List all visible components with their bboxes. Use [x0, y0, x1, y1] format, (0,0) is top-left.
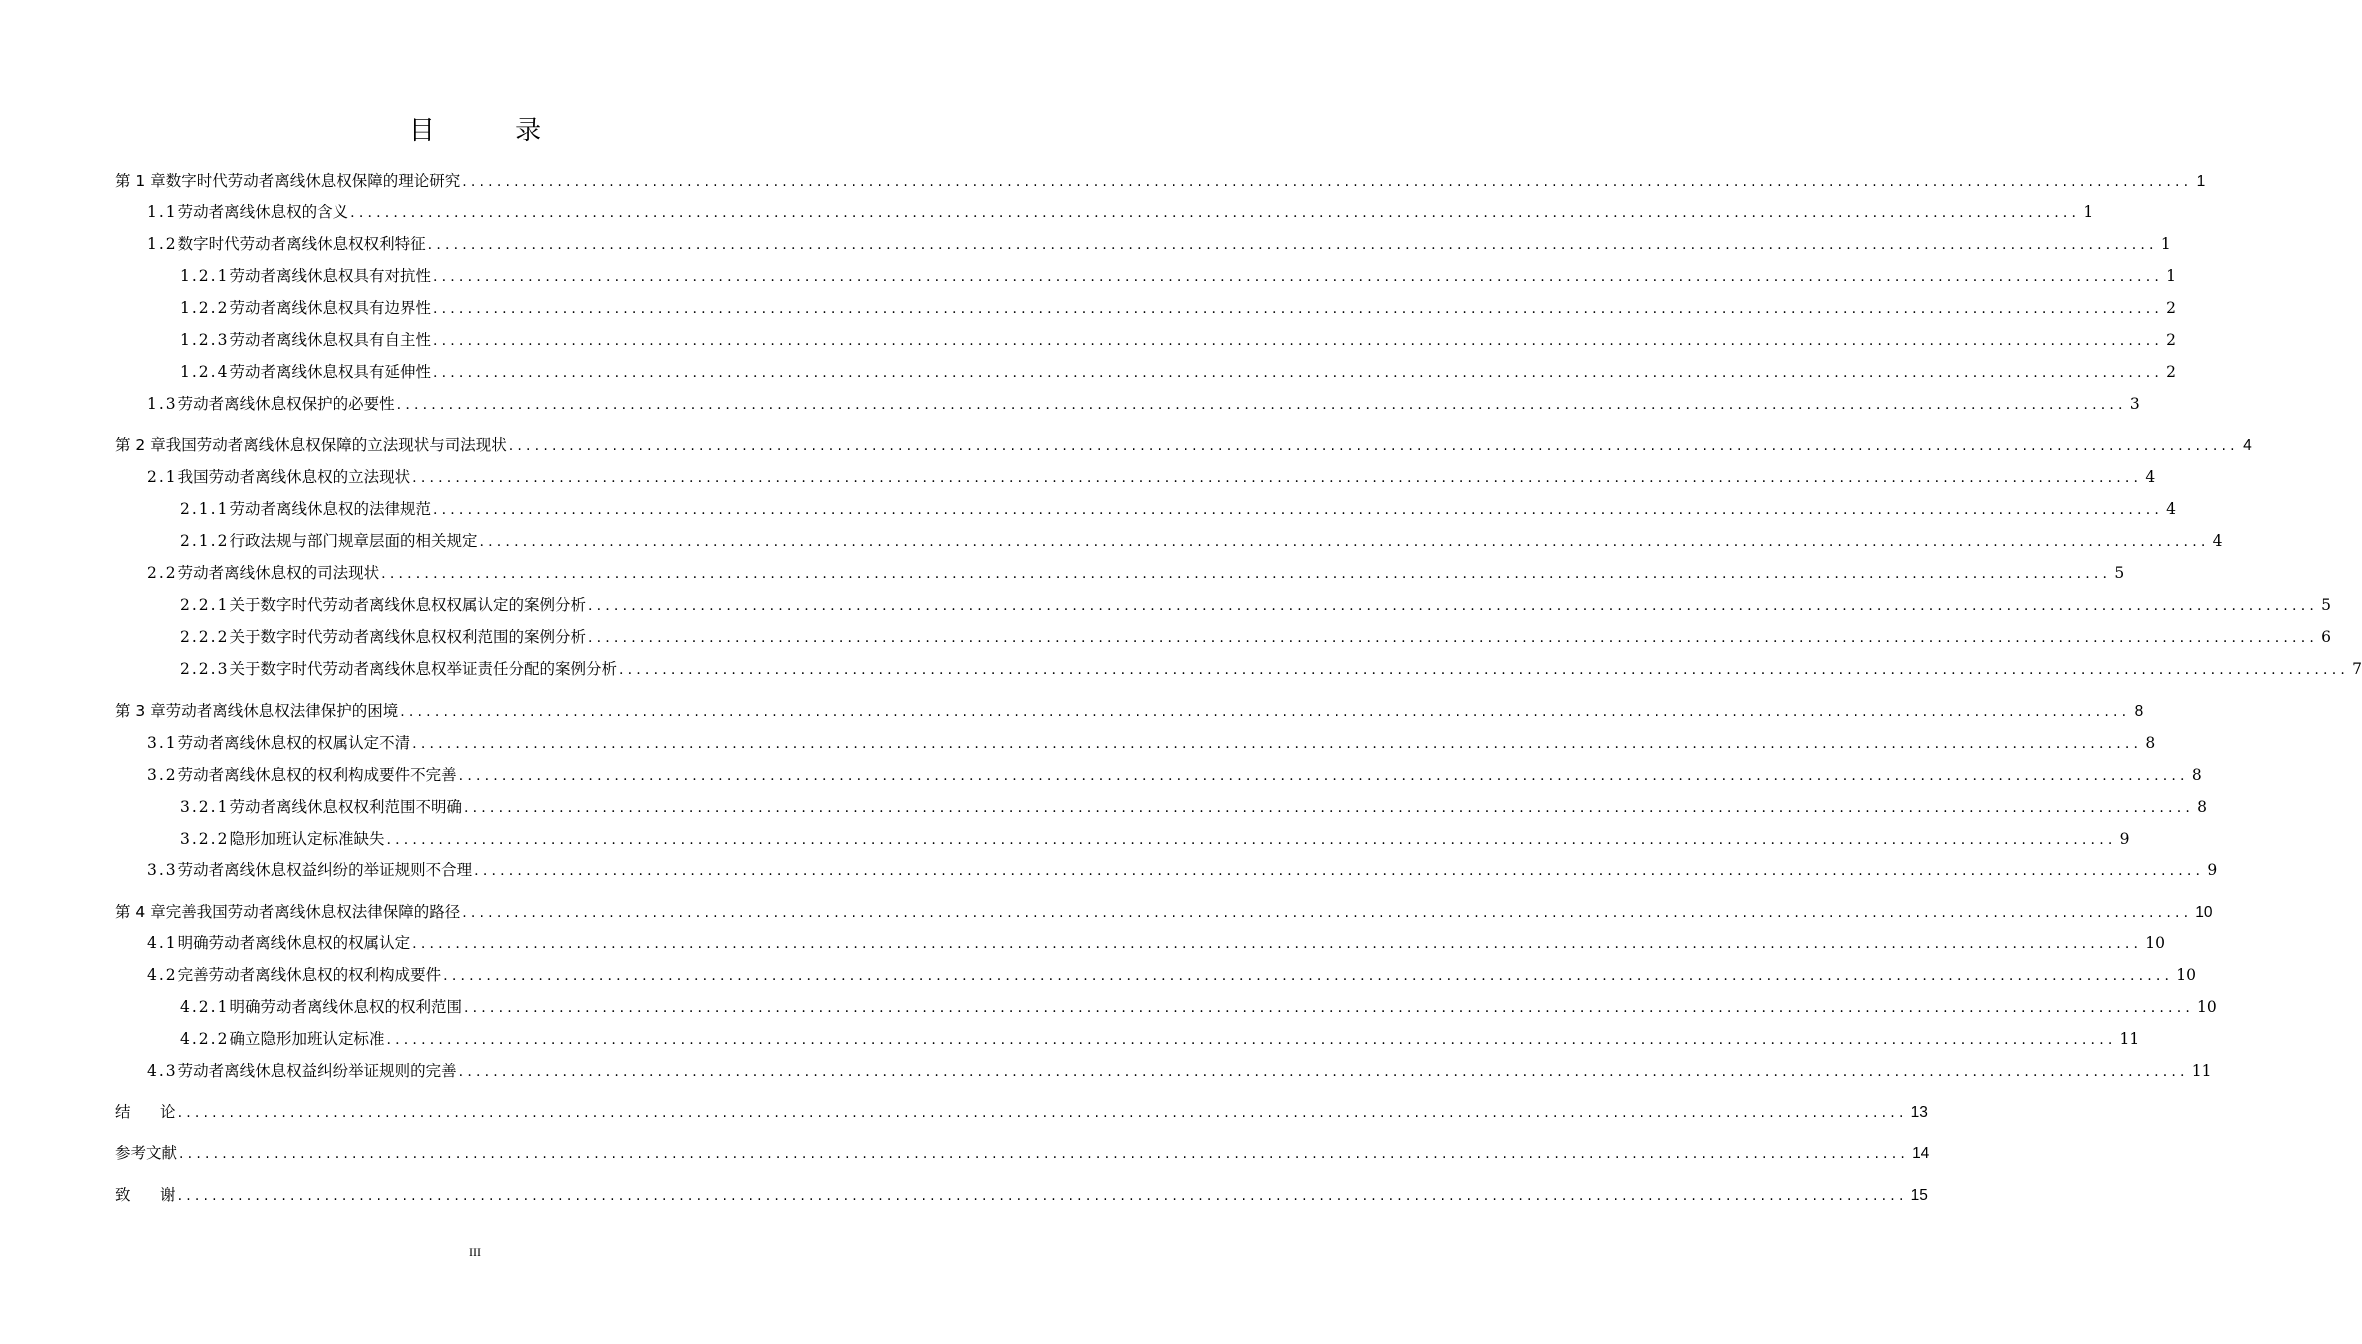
- toc-page-number: 5: [2321, 596, 2332, 614]
- toc-leader-dots: ........................................................................................................................................................................................................: [432, 365, 2164, 381]
- toc-section-entry[interactable]: [147, 762, 2202, 788]
- toc-entry-number: 4.1: [147, 934, 178, 952]
- toc-page-number: 8: [2134, 703, 2144, 720]
- toc-entry-number: 2.2.1: [180, 596, 230, 614]
- toc-entry-number: 3.2.2: [180, 830, 230, 848]
- toc-leader-dots: ........................................................................................................................................................................................................: [179, 1146, 1910, 1162]
- toc-page-number: 10: [2145, 934, 2165, 952]
- toc-entry-title: 我国劳动者离线休息权的立法现状: [177, 468, 411, 486]
- toc-page-number: 6: [2321, 628, 2332, 646]
- toc-subsection-entry[interactable]: [180, 826, 2130, 852]
- toc-entry-title: 关于数字时代劳动者离线休息权举证责任分配的案例分析: [229, 660, 617, 678]
- toc-section-entry[interactable]: [147, 199, 2094, 225]
- toc-section-entry[interactable]: [147, 464, 2156, 490]
- toc-leader-dots: ........................................................................................................................................................................................................: [412, 736, 2143, 752]
- toc-page-number: 2: [2166, 331, 2177, 349]
- toc-subsection-entry[interactable]: [180, 295, 2177, 321]
- toc-page-number: 8: [2197, 798, 2208, 816]
- toc-leader-dots: ........................................................................................................................................................................................................: [386, 832, 2117, 848]
- toc-entry-title: 劳动者离线休息权具有边界性: [229, 299, 431, 317]
- toc-chapter-entry[interactable]: [115, 432, 2252, 458]
- toc-leader-dots: ........................................................................................................................................................................................................: [177, 1188, 1908, 1204]
- toc-entry-number: 4.2.2: [180, 1030, 230, 1048]
- toc-page-number: 4: [2243, 437, 2252, 454]
- toc-leader-dots: ........................................................................................................................................................................................................: [508, 438, 2239, 454]
- toc-subsection-entry[interactable]: [180, 263, 2177, 289]
- toc-entry-number: 1.2.4: [180, 363, 230, 381]
- toc-entry-title: 劳动者离线休息权权利范围不明确: [229, 798, 462, 816]
- toc-subsection-entry[interactable]: [180, 528, 2223, 554]
- toc-entry-title: 隐形加班认定标准缺失: [229, 830, 385, 848]
- toc-page-number: 10: [2176, 966, 2196, 984]
- toc-entry-title: 结 论: [115, 1103, 176, 1121]
- toc-section-entry[interactable]: [147, 1058, 2212, 1084]
- toc-leader-dots: ........................................................................................................................................................................................................: [587, 598, 2319, 614]
- toc-leader-dots: ........................................................................................................................................................................................................: [479, 534, 2210, 550]
- toc-entry-title: 关于数字时代劳动者离线休息权权属认定的案例分析: [229, 596, 586, 614]
- toc-entry-number: 1.2.2: [180, 299, 230, 317]
- toc-page-number: 13: [1910, 1104, 1928, 1121]
- toc-subsection-entry[interactable]: [180, 359, 2177, 385]
- toc-page-number: 4: [2212, 532, 2223, 550]
- toc-chapter-entry[interactable]: [115, 899, 2213, 925]
- toc-leader-dots: ........................................................................................................................................................................................................: [443, 968, 2174, 984]
- toc-chapter-entry[interactable]: [115, 1099, 1928, 1125]
- toc-entry-number: 第 2 章: [115, 436, 166, 454]
- toc-entry-title: 劳动者离线休息权法律保护的困境: [165, 702, 399, 720]
- toc-entry-title: 确立隐形加班认定标准: [229, 1030, 385, 1048]
- toc-entry-title: 劳动者离线休息权具有自主性: [229, 331, 431, 349]
- toc-page-number: 4: [2145, 468, 2156, 486]
- toc-subsection-entry[interactable]: [180, 496, 2177, 522]
- toc-entry-number: 2.1: [147, 468, 178, 486]
- toc-entry-title: 劳动者离线休息权的含义: [177, 203, 349, 221]
- toc-leader-dots: ........................................................................................................................................................................................................: [381, 566, 2112, 582]
- toc-leader-dots: ........................................................................................................................................................................................................: [432, 333, 2164, 349]
- toc-section-entry[interactable]: [147, 231, 2171, 257]
- toc-entry-number: 4.2: [147, 966, 178, 984]
- toc-leader-dots: ........................................................................................................................................................................................................: [432, 502, 2164, 518]
- toc-page-number: 8: [2145, 734, 2156, 752]
- toc-leader-dots: ........................................................................................................................................................................................................: [432, 301, 2164, 317]
- toc-entry-number: 第 3 章: [115, 702, 166, 720]
- toc-entry-number: 3.1: [147, 734, 178, 752]
- toc-section-entry[interactable]: [147, 930, 2165, 956]
- toc-page-number: 10: [2197, 998, 2217, 1016]
- toc-leader-dots: ........................................................................................................................................................................................................: [458, 768, 2189, 784]
- toc-entry-number: 1.1: [147, 203, 178, 221]
- toc-entry-title: 致 谢: [115, 1186, 176, 1204]
- toc-entry-title: 劳动者离线休息权益纠纷的举证规则不合理: [177, 861, 473, 879]
- toc-page-number: 4: [2166, 500, 2177, 518]
- toc-subsection-entry[interactable]: [180, 994, 2217, 1020]
- toc-entry-number: 3.2.1: [180, 798, 230, 816]
- toc-entry-title: 明确劳动者离线休息权的权利范围: [229, 998, 462, 1016]
- toc-leader-dots: ........................................................................................................................................................................................................: [386, 1032, 2117, 1048]
- toc-entry-number: 2.2.2: [180, 628, 230, 646]
- toc-subsection-entry[interactable]: [180, 592, 2332, 618]
- toc-entry-number: 1.3: [147, 395, 178, 413]
- toc-chapter-entry[interactable]: [115, 168, 2206, 194]
- toc-chapter-entry[interactable]: [115, 1140, 1930, 1166]
- toc-title: 目 录: [408, 116, 578, 146]
- toc-leader-dots: ........................................................................................................................................................................................................: [400, 704, 2131, 720]
- toc-entry-number: 2.2: [147, 564, 178, 582]
- toc-entry-number: 第 1 章: [115, 172, 166, 190]
- toc-page-number: 1: [2083, 203, 2094, 221]
- toc-entry-title: 我国劳动者离线休息权保障的立法现状与司法现状: [165, 436, 507, 454]
- toc-page-number: 1: [2160, 235, 2171, 253]
- toc-entry-title: 劳动者离线休息权的权属认定不清: [177, 734, 411, 752]
- toc-section-entry[interactable]: [147, 857, 2218, 883]
- toc-entry-number: 3.3: [147, 861, 178, 879]
- toc-subsection-entry[interactable]: [180, 656, 2362, 682]
- toc-chapter-entry[interactable]: [115, 1182, 1928, 1208]
- toc-entry-title: 完善劳动者离线休息权的权利构成要件: [177, 966, 442, 984]
- toc-entry-title: 数字时代劳动者离线休息权保障的理论研究: [165, 172, 461, 190]
- toc-leader-dots: ........................................................................................................................................................................................................: [463, 1000, 2195, 1016]
- toc-leader-dots: ........................................................................................................................................................................................................: [462, 905, 2193, 921]
- toc-section-entry[interactable]: [147, 391, 2140, 417]
- toc-leader-dots: ........................................................................................................................................................................................................: [474, 863, 2205, 879]
- toc-entry-title: 劳动者离线休息权的司法现状: [177, 564, 380, 582]
- toc-entry-number: 第 4 章: [115, 903, 166, 921]
- toc-entry-number: 4.3: [147, 1062, 178, 1080]
- toc-leader-dots: ........................................................................................................................................................................................................: [427, 237, 2158, 253]
- toc-page-number: 9: [2119, 830, 2130, 848]
- toc-entry-number: 2.1.1: [180, 500, 230, 518]
- toc-page-number: 5: [2114, 564, 2125, 582]
- toc-leader-dots: ........................................................................................................................................................................................................: [458, 1064, 2189, 1080]
- toc-leader-dots: ........................................................................................................................................................................................................: [618, 662, 2350, 678]
- toc-page-number: 11: [2119, 1030, 2140, 1048]
- toc-entry-number: 2.2.3: [180, 660, 230, 678]
- toc-leader-dots: ........................................................................................................................................................................................................: [396, 397, 2127, 413]
- toc-subsection-entry[interactable]: [180, 794, 2208, 820]
- toc-entry-number: 1.2: [147, 235, 178, 253]
- toc-page-number: 3: [2129, 395, 2140, 413]
- toc-page-number: 14: [1912, 1145, 1930, 1162]
- toc-subsection-entry[interactable]: [180, 624, 2332, 650]
- toc-page-number: 10: [2195, 904, 2213, 921]
- toc-entry-title: 参考文献: [115, 1144, 178, 1162]
- toc-page-number: 11: [2191, 1062, 2212, 1080]
- toc-leader-dots: ........................................................................................................................................................................................................: [177, 1105, 1908, 1121]
- toc-section-entry[interactable]: [147, 730, 2156, 756]
- toc-entry-title: 完善我国劳动者离线休息权法律保障的路径: [165, 903, 461, 921]
- toc-entry-number: 2.1.2: [180, 532, 230, 550]
- toc-entry-title: 劳动者离线休息权的法律规范: [229, 500, 431, 518]
- toc-entry-title: 关于数字时代劳动者离线休息权权利范围的案例分析: [229, 628, 586, 646]
- toc-section-entry[interactable]: [147, 962, 2196, 988]
- toc-page-number: 9: [2207, 861, 2218, 879]
- toc-entry-title: 劳动者离线休息权具有延伸性: [229, 363, 431, 381]
- toc-entry-title: 劳动者离线休息权的权利构成要件不完善: [177, 766, 457, 784]
- toc-entry-title: 劳动者离线休息权具有对抗性: [229, 267, 431, 285]
- toc-entry-title: 劳动者离线休息权益纠纷举证规则的完善: [177, 1062, 457, 1080]
- toc-entry-number: 1.2.1: [180, 267, 230, 285]
- toc-page-number: 7: [2352, 660, 2362, 678]
- toc-entry-number: 3.2: [147, 766, 178, 784]
- toc-entry-title: 明确劳动者离线休息权的权属认定: [177, 934, 411, 952]
- toc-leader-dots: ........................................................................................................................................................................................................: [412, 470, 2143, 486]
- toc-leader-dots: ........................................................................................................................................................................................................: [350, 205, 2081, 221]
- toc-leader-dots: ........................................................................................................................................................................................................: [462, 174, 2193, 190]
- toc-leader-dots: ........................................................................................................................................................................................................: [412, 936, 2143, 952]
- toc-subsection-entry[interactable]: [180, 327, 2177, 353]
- toc-chapter-entry[interactable]: [115, 698, 2144, 724]
- toc-entry-title: 行政法规与部门规章层面的相关规定: [229, 532, 478, 550]
- toc-section-entry[interactable]: [147, 560, 2125, 586]
- toc-page-number: 8: [2191, 766, 2202, 784]
- toc-entry-title: 劳动者离线休息权保护的必要性: [177, 395, 395, 413]
- toc-leader-dots: ........................................................................................................................................................................................................: [463, 800, 2195, 816]
- toc-leader-dots: ........................................................................................................................................................................................................: [587, 630, 2319, 646]
- page-number-footer: III: [469, 1245, 481, 1259]
- toc-page-number: 2: [2166, 363, 2177, 381]
- toc-page-number: 1: [2196, 173, 2206, 190]
- toc-leader-dots: ........................................................................................................................................................................................................: [432, 269, 2164, 285]
- toc-entry-number: 4.2.1: [180, 998, 230, 1016]
- toc-page-number: 1: [2166, 267, 2177, 285]
- toc-page-number: 2: [2166, 299, 2177, 317]
- toc-entry-number: 1.2.3: [180, 331, 230, 349]
- toc-page-number: 15: [1910, 1187, 1928, 1204]
- toc-subsection-entry[interactable]: [180, 1026, 2140, 1052]
- toc-entry-title: 数字时代劳动者离线休息权权利特征: [177, 235, 426, 253]
